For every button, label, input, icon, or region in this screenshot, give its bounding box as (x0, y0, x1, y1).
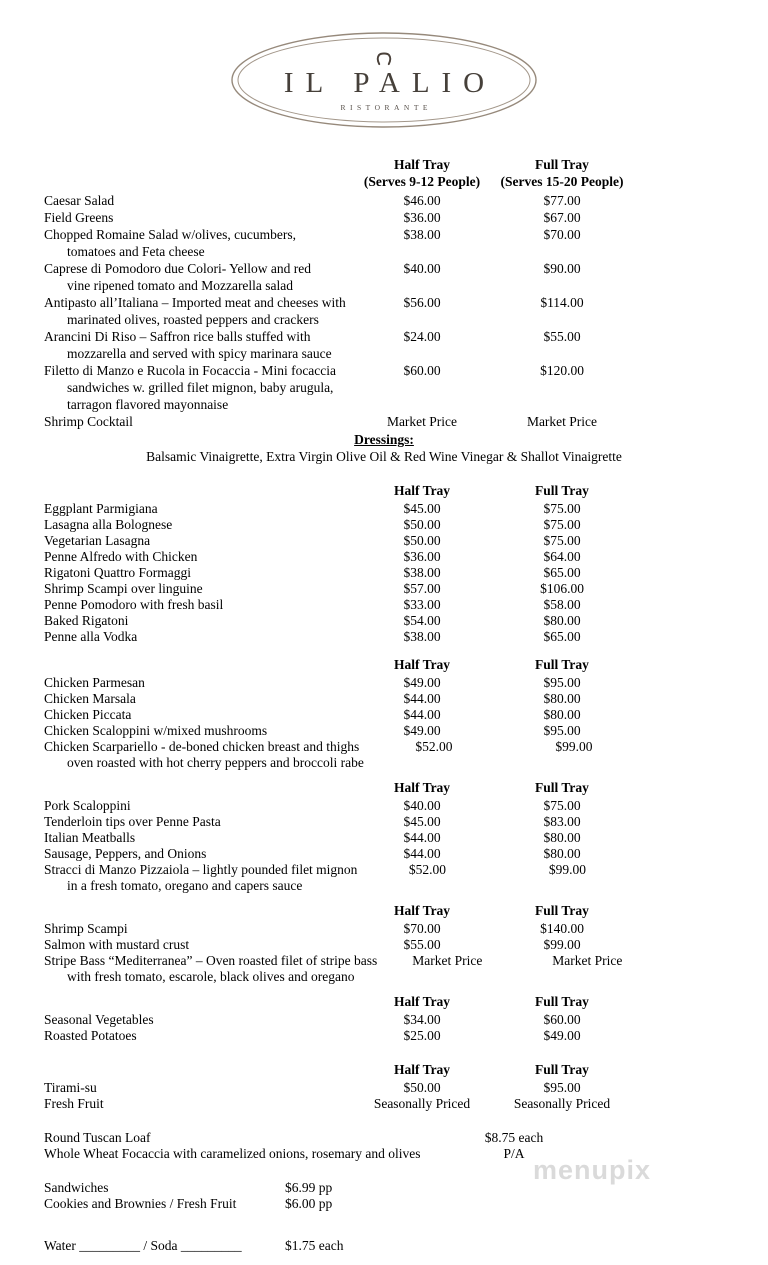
menu-item-row (0, 613, 768, 629)
extra-price: $6.99 pp (285, 1180, 333, 1195)
menu-item-row (0, 226, 768, 260)
item-name (44, 362, 352, 413)
half-tray-price: $34.00 (403, 1012, 441, 1027)
restaurant-logo (228, 30, 540, 130)
item-name (44, 953, 377, 985)
item-name (44, 691, 352, 707)
half-tray-header (352, 903, 492, 919)
item-name (44, 830, 352, 846)
half-tray-price: $40.00 (403, 798, 441, 813)
item-name (44, 1080, 352, 1096)
menu-section (0, 1062, 768, 1112)
full-tray-header (492, 994, 632, 1010)
full-tray-price: $99.00 (548, 862, 586, 877)
item-name (44, 549, 352, 565)
menu-item-row (0, 597, 768, 613)
section-header-row (0, 1062, 768, 1078)
full-tray-header (492, 657, 632, 673)
half-tray-serves: (Serves 9-12 People) (363, 174, 481, 189)
section-header-row (0, 156, 768, 190)
item-name (44, 226, 352, 260)
half-tray-header (352, 156, 492, 190)
item-name-line: Filetto di Manzo e Rucola in Focaccia - Mini focaccia (44, 363, 337, 378)
half-tray-price: Market Price (412, 953, 483, 968)
full-tray-price: Market Price (526, 414, 598, 429)
item-name-line: Caprese di Pomodoro due Colori- Yellow and red (44, 261, 311, 276)
item-name (44, 294, 352, 328)
item-name-line: Penne Alfredo with Chicken (44, 549, 198, 564)
item-name (44, 533, 352, 549)
item-name-line: Baked Rigatoni (44, 613, 129, 628)
half-tray-price: $36.00 (403, 549, 441, 564)
item-name-line: Vegetarian Lasagna (44, 533, 151, 548)
half-tray-price: $52.00 (415, 739, 453, 754)
menu-item-row (0, 1080, 768, 1096)
menu-section (0, 780, 768, 894)
full-tray-price: $64.00 (543, 549, 581, 564)
full-tray-price: $120.00 (540, 363, 584, 378)
item-name (44, 328, 352, 362)
full-tray-header (492, 483, 632, 499)
item-name-line: Chicken Parmesan (44, 675, 145, 690)
menu-item-row (0, 260, 768, 294)
full-tray-label: Full Tray (535, 483, 589, 498)
item-name (44, 723, 352, 739)
item-name (44, 675, 352, 691)
extra-name: Sandwiches (44, 1180, 109, 1195)
dressings-note (0, 431, 768, 465)
half-tray-header (352, 657, 492, 673)
half-tray-label: Half Tray (393, 994, 451, 1009)
item-name-line: in a fresh tomato, oregano and capers sauce (67, 878, 303, 893)
half-tray-label: Half Tray (393, 157, 451, 172)
header-spacer (44, 780, 352, 796)
extra-name: Cookies and Brownies / Fresh Fruit (44, 1196, 237, 1211)
menu-item-row (0, 798, 768, 814)
item-name (44, 739, 364, 771)
half-tray-price: $44.00 (403, 707, 441, 722)
item-name-line: Seasonal Vegetables (44, 1012, 154, 1027)
half-tray-price: $44.00 (403, 691, 441, 706)
item-name-line: Field Greens (44, 210, 114, 225)
item-name-line: Stripe Bass “Mediterranea” – Oven roasted filet of stripe bass (44, 953, 378, 968)
half-tray-price: $40.00 (403, 261, 441, 276)
full-tray-label: Full Tray (535, 1062, 589, 1077)
menu-item-row (0, 362, 768, 413)
full-tray-price: $83.00 (543, 814, 581, 829)
full-tray-price: $95.00 (543, 675, 581, 690)
half-tray-price: Market Price (386, 414, 458, 429)
full-tray-price: $95.00 (543, 1080, 581, 1095)
header-spacer (44, 994, 352, 1010)
watermark: menupix (533, 1155, 652, 1185)
bread-name: Round Tuscan Loaf (44, 1130, 151, 1145)
half-tray-price: $38.00 (403, 227, 441, 242)
half-tray-price: $44.00 (403, 830, 441, 845)
menu-item-row (0, 1096, 768, 1112)
item-name-line: Lasagna alla Bolognese (44, 517, 173, 532)
item-name-line: Caesar Salad (44, 193, 115, 208)
full-tray-price: $80.00 (543, 613, 581, 628)
menu-item-row (0, 814, 768, 830)
menu-item-row (0, 953, 768, 985)
extras-list (0, 1180, 768, 1212)
bread-row (0, 1130, 768, 1146)
full-tray-price: $60.00 (543, 1012, 581, 1027)
item-name-line: Tirami-su (44, 1080, 97, 1095)
bread-row (0, 1146, 768, 1162)
full-tray-price: $70.00 (543, 227, 581, 242)
half-tray-price: $45.00 (403, 501, 441, 516)
half-tray-header (352, 483, 492, 499)
item-name (44, 581, 352, 597)
item-name-line: with fresh tomato, escarole, black olives and oregano (67, 969, 355, 984)
item-name-line: Sausage, Peppers, and Onions (44, 846, 207, 861)
half-tray-price: $49.00 (403, 723, 441, 738)
item-name (44, 260, 352, 294)
half-tray-label: Half Tray (393, 903, 451, 918)
item-name-line: Penne Pomodoro with fresh basil (44, 597, 224, 612)
extra-price: $6.00 pp (285, 1196, 333, 1211)
bread-name: Whole Wheat Focaccia with caramelized onions, rosemary and olives (44, 1146, 421, 1161)
horseshoe-icon (376, 51, 392, 66)
half-tray-price: $57.00 (403, 581, 441, 596)
menu-item-row (0, 1028, 768, 1044)
item-name-line: Tenderloin tips over Penne Pasta (44, 814, 221, 829)
extra-row (0, 1196, 768, 1212)
half-tray-label: Half Tray (393, 483, 451, 498)
half-tray-price: $38.00 (403, 565, 441, 580)
full-tray-header (492, 780, 632, 796)
menu-item-row (0, 294, 768, 328)
item-name (44, 209, 352, 226)
menu-item-row (0, 501, 768, 517)
menu-item-row (0, 707, 768, 723)
menu-item-row (0, 549, 768, 565)
half-tray-price: $24.00 (403, 329, 441, 344)
item-name-line: Pork Scaloppini (44, 798, 131, 813)
menu-item-row (0, 675, 768, 691)
header-spacer (44, 1062, 352, 1078)
full-tray-label: Full Tray (535, 657, 589, 672)
menu-item-row (0, 830, 768, 846)
half-tray-header (352, 994, 492, 1010)
menu-section (0, 657, 768, 771)
half-tray-price: $44.00 (403, 846, 441, 861)
menu-item-row (0, 192, 768, 209)
menu-item-row (0, 533, 768, 549)
header-spacer (44, 903, 352, 919)
item-name-line: Italian Meatballs (44, 830, 136, 845)
header-spacer (44, 156, 352, 190)
dressings-options: Balsamic Vinaigrette, Extra Virgin Olive Oil & Red Wine Vinegar & Shallot Vinaigrette (146, 449, 622, 464)
full-tray-header (492, 156, 632, 190)
half-tray-price: $46.00 (403, 193, 441, 208)
item-name-line: oven roasted with hot cherry peppers and broccoli rabe (67, 755, 364, 770)
menu-section (0, 156, 768, 465)
extra-row (0, 1180, 768, 1196)
item-name (44, 798, 352, 814)
full-tray-price: $55.00 (543, 329, 581, 344)
full-tray-price: $75.00 (543, 533, 581, 548)
half-tray-price: $50.00 (403, 1080, 441, 1095)
half-tray-price: $45.00 (403, 814, 441, 829)
half-tray-price: $70.00 (403, 921, 441, 936)
full-tray-label: Full Tray (535, 157, 589, 172)
full-tray-price: $140.00 (540, 921, 584, 936)
menu-section (0, 994, 768, 1044)
full-tray-price: $49.00 (543, 1028, 581, 1043)
item-name-line: marinated olives, roasted peppers and crackers (67, 312, 319, 327)
item-name-line: Rigatoni Quattro Formaggi (44, 565, 191, 580)
menu-item-row (0, 517, 768, 533)
full-tray-price: Seasonally Priced (513, 1096, 611, 1111)
menu-item-row (0, 921, 768, 937)
item-name-line: Stracci di Manzo Pizzaiola – lightly pounded filet mignon (44, 862, 358, 877)
full-tray-serves: (Serves 15-20 People) (500, 174, 624, 189)
menu-item-row (0, 209, 768, 226)
menu-item-row (0, 328, 768, 362)
half-tray-price: $33.00 (403, 597, 441, 612)
full-tray-price: $65.00 (543, 629, 581, 644)
menu-item-row (0, 739, 768, 771)
menu-item-row (0, 565, 768, 581)
item-name-line: tomatoes and Feta cheese (67, 244, 205, 259)
full-tray-price: $80.00 (543, 846, 581, 861)
item-name-line: Shrimp Scampi (44, 921, 128, 936)
logo-content (228, 30, 540, 130)
item-name-line: Roasted Potatoes (44, 1028, 137, 1043)
item-name-line: Eggplant Parmigiana (44, 501, 158, 516)
menu-item-row (0, 937, 768, 953)
full-tray-price: $67.00 (543, 210, 581, 225)
item-name (44, 192, 352, 209)
menu-item-row (0, 581, 768, 597)
menu-section (0, 483, 768, 645)
item-name-line: Shrimp Cocktail (44, 414, 133, 429)
item-name-line: sandwiches w. grilled filet mignon, baby arugula, (67, 380, 334, 395)
full-tray-price: $80.00 (543, 707, 581, 722)
dressings-title: Dressings: (354, 432, 414, 447)
item-name (44, 501, 352, 517)
menu-item-row (0, 691, 768, 707)
item-name (44, 1012, 352, 1028)
item-name-line: Arancini Di Riso – Saffron rice balls stuffed with (44, 329, 311, 344)
beverage-row (0, 1238, 768, 1254)
full-tray-price: $106.00 (540, 581, 584, 596)
full-tray-price: $114.00 (540, 295, 584, 310)
full-tray-price: $75.00 (543, 798, 581, 813)
full-tray-header (492, 903, 632, 919)
full-tray-price: $75.00 (543, 517, 581, 532)
item-name (44, 597, 352, 613)
item-name-line: vine ripened tomato and Mozzarella salad (67, 278, 294, 293)
item-name-line: Shrimp Scampi over linguine (44, 581, 203, 596)
full-tray-label: Full Tray (535, 780, 589, 795)
restaurant-name: IL PALIO (283, 66, 497, 99)
full-tray-price: Market Price (552, 953, 623, 968)
header-spacer (44, 483, 352, 499)
menu-item-row (0, 413, 768, 430)
item-name-line: Chicken Scarpariello - de-boned chicken breast and thighs (44, 739, 360, 754)
item-name (44, 921, 352, 937)
half-tray-header (352, 780, 492, 796)
breads-list (0, 1130, 768, 1162)
menu-sections (0, 156, 768, 1112)
item-name (44, 937, 352, 953)
item-name (44, 707, 352, 723)
half-tray-label: Half Tray (393, 1062, 451, 1077)
menu-item-row (0, 723, 768, 739)
full-tray-price: $80.00 (543, 830, 581, 845)
half-tray-label: Half Tray (393, 657, 451, 672)
item-name (44, 814, 352, 830)
menu-item-row (0, 629, 768, 645)
section-header-row (0, 903, 768, 919)
item-name-line: Chicken Marsala (44, 691, 136, 706)
half-tray-price: $55.00 (403, 937, 441, 952)
beverage-price: $1.75 each (285, 1238, 344, 1253)
item-name (44, 862, 357, 894)
section-header-row (0, 483, 768, 499)
menu-item-row (0, 1012, 768, 1028)
beverage-label: Water _________ / Soda _________ (44, 1238, 242, 1253)
menu-item-row (0, 846, 768, 862)
item-name-line: Chopped Romaine Salad w/olives, cucumbers, (44, 227, 296, 242)
section-header-row (0, 994, 768, 1010)
half-tray-price: $50.00 (403, 533, 441, 548)
half-tray-price: Seasonally Priced (373, 1096, 471, 1111)
full-tray-price: $80.00 (543, 691, 581, 706)
full-tray-price: $99.00 (555, 739, 593, 754)
item-name (44, 1028, 352, 1044)
half-tray-price: $49.00 (403, 675, 441, 690)
restaurant-subtitle: RISTORANTE (340, 102, 433, 112)
item-name-line: tarragon flavored mayonnaise (67, 397, 229, 412)
full-tray-label: Full Tray (535, 994, 589, 1009)
item-name (44, 846, 352, 862)
full-tray-price: $77.00 (543, 193, 581, 208)
item-name (44, 613, 352, 629)
item-name (44, 1096, 352, 1112)
full-tray-price: $99.00 (543, 937, 581, 952)
section-header-row (0, 780, 768, 796)
half-tray-price: $25.00 (403, 1028, 441, 1043)
full-tray-label: Full Tray (535, 903, 589, 918)
half-tray-price: $56.00 (403, 295, 441, 310)
full-tray-price: $95.00 (543, 723, 581, 738)
item-name-line: Salmon with mustard crust (44, 937, 190, 952)
half-tray-price: $60.00 (403, 363, 441, 378)
menu-section (0, 903, 768, 985)
half-tray-price: $36.00 (403, 210, 441, 225)
item-name-line: Fresh Fruit (44, 1096, 104, 1111)
item-name-line: mozzarella and served with spicy marinara sauce (67, 346, 332, 361)
item-name-line: Antipasto all’Italiana – Imported meat and cheeses with (44, 295, 346, 310)
item-name (44, 629, 352, 645)
header-spacer (44, 657, 352, 673)
half-tray-price: $52.00 (408, 862, 446, 877)
full-tray-price: $90.00 (543, 261, 581, 276)
full-tray-price: $65.00 (543, 565, 581, 580)
half-tray-price: $50.00 (403, 517, 441, 532)
full-tray-header (492, 1062, 632, 1078)
item-name-line: Penne alla Vodka (44, 629, 138, 644)
half-tray-label: Half Tray (393, 780, 451, 795)
menu-item-row (0, 862, 768, 894)
item-name (44, 413, 352, 430)
item-name (44, 565, 352, 581)
half-tray-header (352, 1062, 492, 1078)
item-name-line: Chicken Scaloppini w/mixed mushrooms (44, 723, 268, 738)
section-header-row (0, 657, 768, 673)
full-tray-price: $58.00 (543, 597, 581, 612)
half-tray-price: $38.00 (403, 629, 441, 644)
bread-price: $8.75 each (484, 1130, 544, 1145)
full-tray-price: $75.00 (543, 501, 581, 516)
item-name-line: Chicken Piccata (44, 707, 132, 722)
bread-price: P/A (503, 1146, 525, 1161)
half-tray-price: $54.00 (403, 613, 441, 628)
item-name (44, 517, 352, 533)
